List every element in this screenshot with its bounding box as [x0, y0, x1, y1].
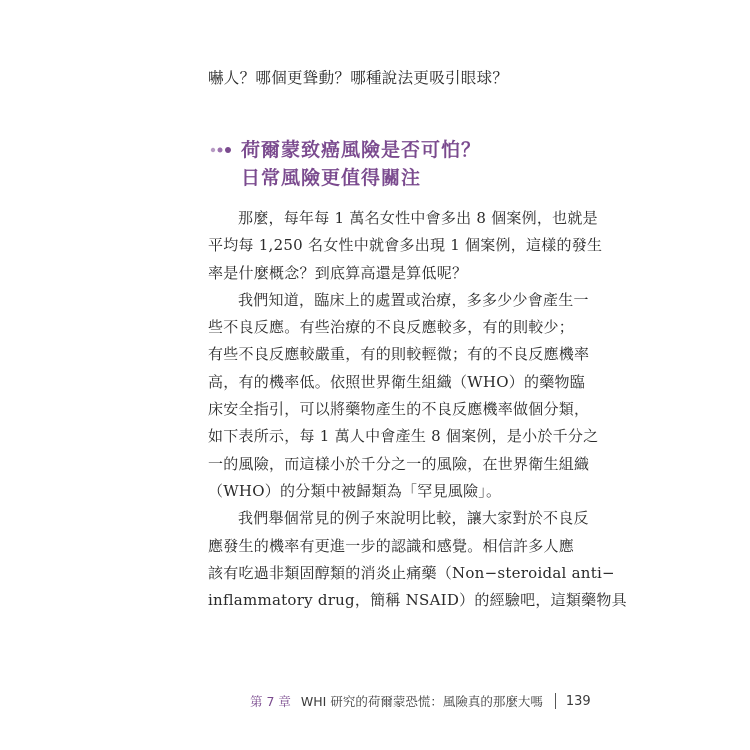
paragraph-3	[208, 505, 627, 614]
text-line: 率是什麼概念？到底算高還是算低呢？	[208, 263, 468, 282]
text-line: 平均每 1,250 名女性中就會多出現 1 個案例，這樣的發生	[208, 236, 603, 255]
text-line: 我們知道，臨床上的處置或治療，多多少少會產生一	[238, 290, 589, 309]
section-heading	[208, 136, 588, 192]
bullet-dots-icon	[210, 146, 236, 154]
text-line: 我們舉個常見的例子來說明比較，讓大家對於不良反	[238, 509, 589, 528]
footer-chapter: 第 7 章	[250, 694, 291, 709]
text-line: 一的風險，而這樣小於千分之一的風險，在世界衛生組織	[208, 454, 590, 473]
text-line: 有些不良反應較嚴重，有的則較輕微；有的不良反應機率	[208, 345, 590, 364]
text-line: 高，有的機率低。依照世界衛生組織（WHO）的藥物臨	[208, 372, 586, 391]
footer-divider	[555, 693, 556, 709]
text-line: （WHO）的分類中被歸類為「罕見風險」。	[208, 481, 502, 500]
text-line: 應發生的機率有更進一步的認識和感覺。相信許多人應	[208, 536, 575, 555]
lead-line: 嚇人？哪個更聳動？哪種說法更吸引眼球？	[208, 69, 509, 87]
footer-chapter-title: WHI 研究的荷爾蒙恐慌：風險真的那麼大嗎	[300, 694, 543, 709]
page-footer	[250, 692, 591, 710]
text-line: 那麼，每年每 1 萬名女性中會多出 8 個案例，也就是	[238, 209, 598, 227]
paragraph-1	[208, 205, 603, 287]
body-text	[208, 205, 627, 614]
text-line: inflammatory drug，簡稱 NSAID）的經驗吧，這類藥物具	[208, 591, 627, 610]
paragraph-2	[208, 287, 599, 505]
page-number: 139	[565, 693, 591, 709]
text-line: 該有吃過非類固醇類的消炎止痛藥（Non−steroidal anti−	[208, 563, 615, 582]
text-line: 床安全指引，可以將藥物產生的不良反應機率做個分類，	[208, 400, 590, 419]
heading-line-1: 荷爾蒙致癌風險是否可怕？	[241, 139, 482, 161]
text-line: 些不良反應。有些治療的不良反應較多，有的則較少；	[208, 318, 575, 337]
text-line: 如下表所示，每 1 萬人中會產生 8 個案例，是小於千分之	[208, 427, 599, 446]
heading-line-2: 日常風險更值得關注	[241, 167, 422, 189]
